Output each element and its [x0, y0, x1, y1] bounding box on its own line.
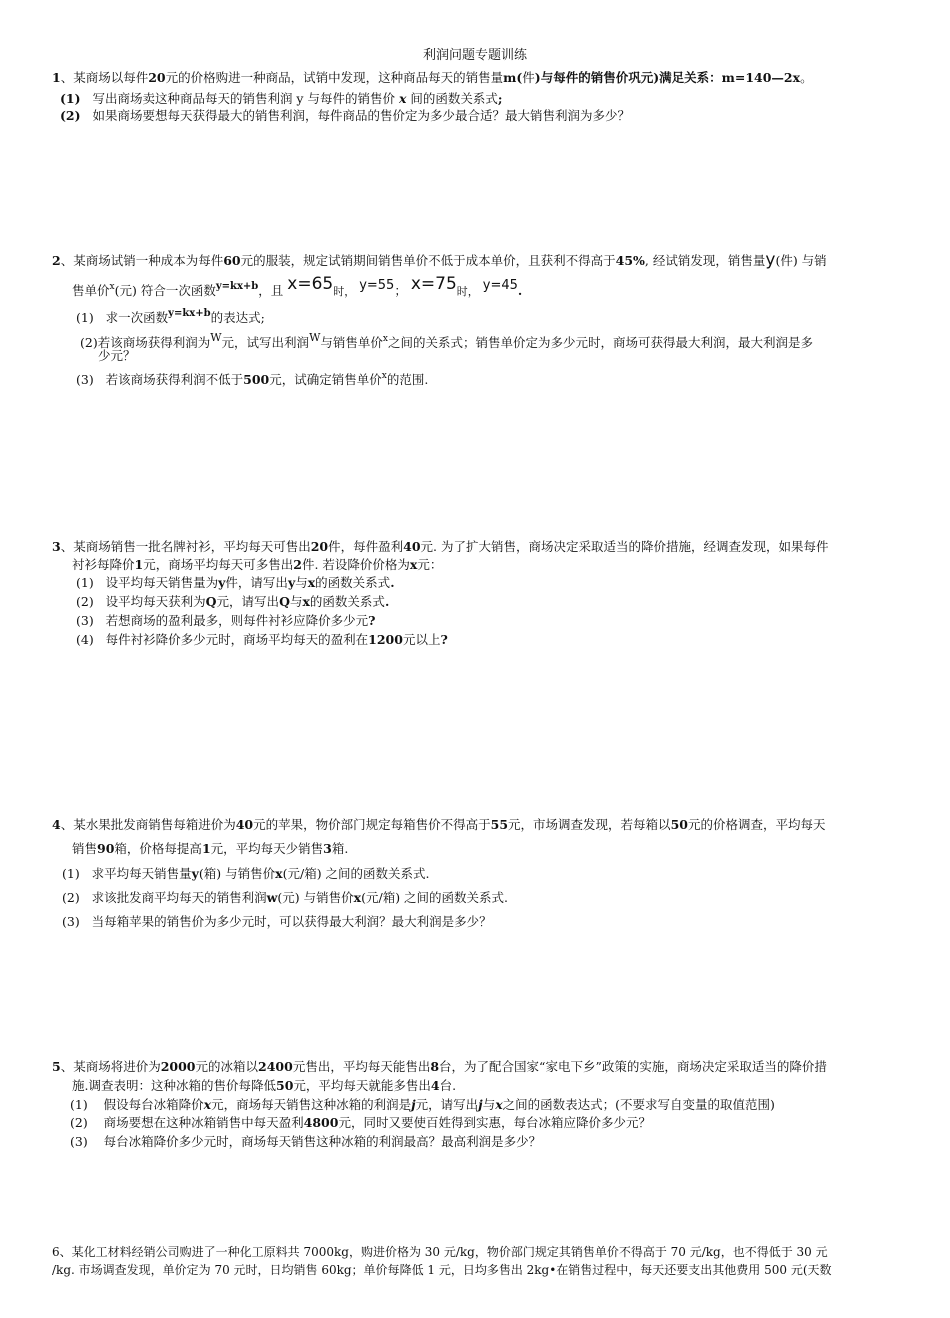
q6-line1: 6、某化工材料经销公司购进了一种化工原料共 7000kg，购进价格为 30 元/kg，物价部门规定其销售单价不得高于 70 元/kg，也不得低于 30 元 [52, 1245, 828, 1259]
q4-sub3: (3) 当每箱苹果的销售价为多少元时，可以获得最大利润？最大利润是多少？ [62, 914, 492, 929]
q5-sub1: (1) 假设每台冰箱降价x元，商场每天销售这种冰箱的利润是j元，请写出j与x之间的函数表达式；(不要求写自变量的取值范围) [70, 1097, 775, 1112]
q1-sub1: (1) 写出商场卖这种商品每天的销售利润 y 与每件的销售价 x 间的函数关系式; [60, 91, 503, 106]
q1-relation: m=140—2x [721, 70, 801, 85]
q2-stem-line1: 2、某商场试销一种成本为每件60元的服装，规定试销期间销售单价不低于成本单价，且获利不得高于45%, 经试销发现，销售量y(件) 与销 [52, 250, 827, 270]
q3-number: 3 [52, 539, 61, 554]
q5-sub2: (2) 商场要想在这种冰箱销售中每天盈利4800元，同时又要使百姓得到实惠，每台冰箱应降价多少元？ [70, 1115, 651, 1130]
page-title: 利润问题专题训练 [422, 48, 527, 63]
q4-stem-line1: 4、某水果批发商销售每箱进价为40元的苹果，物价部门规定每箱售价不得高于55元，市场调查发现，若每箱以50元的价格调查，平均每天 [52, 817, 826, 832]
q2-sub2: (2)若该商场获得利润为W元，试写出利润W与销售单价$^x$之间的关系式；销售单价定为多少元时，商场可获得最大利润，最大利润是多 [80, 331, 813, 350]
q3-sub2: (2) 设平均每天获利为Q元，请写出Q与x的函数关系式. [76, 594, 390, 609]
q3-sub4: (4) 每件衬衫降价多少元时，商场平均每天的盈利在1200元以上? [76, 632, 448, 647]
q3-sub1: (1) 设平均每天销售量为y件，请写出y与x的函数关系式. [76, 575, 395, 590]
q2-stem-line2: 售单价$^x$(元) 符合一次函数$^{y=kx+b}$，且 x=65时， y=55； x=75时， y=45. [72, 274, 523, 298]
q5-stem-line1: 5、某商场将进价为2000元的冰箱以2400元售出，平均每天能售出8台，为了配合国家“家电下乡”政策的实施，商场决定采取适当的降价措 [52, 1059, 827, 1074]
q4-number: 4 [52, 817, 61, 832]
q4-sub2: (2) 求该批发商平均每天的销售利润w(元) 与销售价x(元/箱) 之间的函数关系式. [62, 890, 509, 905]
q2-number: 2 [52, 253, 61, 268]
q6-line2: /kg. 市场调查发现，单价定为 70 元时，日均销售 60kg；单价每降低 1 元，日均多售出 2kg•在销售过程中，每天还要支出其他费用 500 元(天数 [52, 1263, 832, 1277]
q2-sub1: (1) 求一次函数$^{y=kx+b}$的表达式; [76, 308, 265, 325]
q2-sub2-cont: 少元？ [98, 348, 136, 363]
q3-stem-line1: 3、某商场销售一批名牌衬衫，平均每天可售出20件，每件盈利40元. 为了扩大销售，商场决定采取适当的降价措施，经调查发现，如果每件 [52, 539, 829, 554]
q5-stem-line2: 施.调查表明：这种冰箱的售价每降低50元，平均每天就能多售出4台. [72, 1078, 457, 1093]
q2-sub3: (3) 若该商场获得利润不低于500元，试确定销售单价$^x$的范围. [76, 371, 429, 387]
q1-number: 1 [52, 70, 61, 85]
q1-sub2: (2) 如果商场要想每天获得最大的销售利润，每件商品的售价定为多少最合适？最大销售利润为多少？ [60, 108, 630, 123]
q3-stem-line2: 衬衫每降价1元，商场平均每天可多售出2件. 若设降价价格为x元： [72, 557, 443, 572]
q5-number: 5 [52, 1059, 61, 1074]
q3-sub3: (3) 若想商场的盈利最多，则每件衬衫应降价多少元? [76, 613, 376, 628]
q1-stem: 1、某商场以每件20元的价格购进一种商品，试销中发现，这种商品每天的销售量m(件)与每件的销售价巩元)满足关系：m=140—2x。 [52, 70, 813, 85]
q4-sub1: (1) 求平均每天销售量y(箱) 与销售价x(元/箱) 之间的函数关系式. [62, 866, 430, 881]
q4-stem-line2: 销售90箱，价格每提高1元，平均每天少销售3箱. [72, 841, 349, 856]
q5-sub3: (3) 每台冰箱降价多少元时，商场每天销售这种冰箱的利润最高？最高利润是多少？ [70, 1134, 542, 1149]
